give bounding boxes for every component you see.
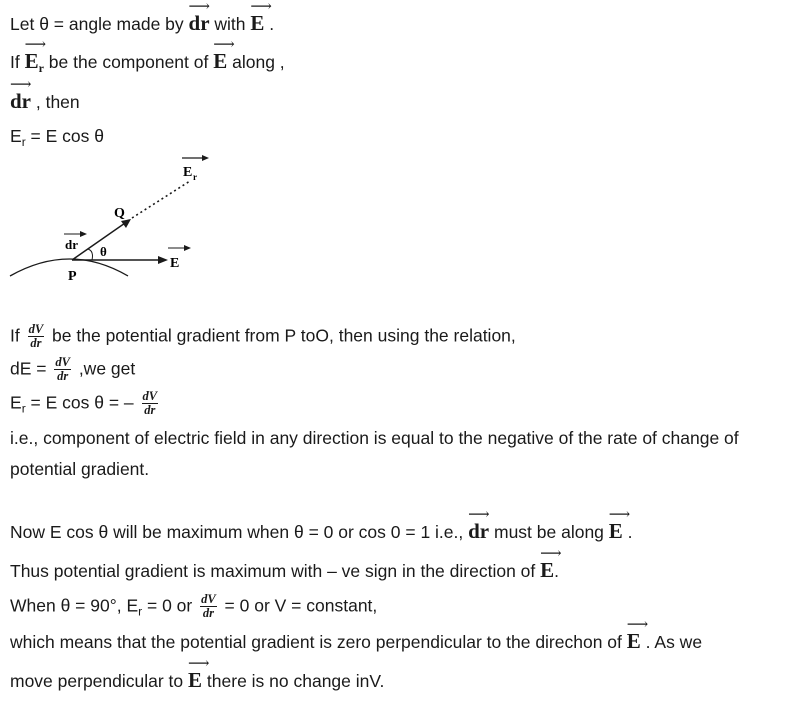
- line-6: dE = $\frac{dV}{dr}$ ,we get: [10, 355, 136, 384]
- vector-e: ⟶ E: [626, 617, 649, 653]
- fraction-dv-dr: $\frac{dV}{dr}$: [55, 355, 70, 384]
- line-4: $E_r = E$ cos θ: [10, 126, 104, 149]
- vector-e: ⟶ E: [213, 37, 235, 73]
- label-theta: θ: [100, 244, 107, 259]
- label-e: E: [170, 256, 180, 271]
- label-p: P: [68, 269, 77, 284]
- label-er: E: [183, 165, 193, 180]
- e-vector-arrowhead: [158, 256, 168, 264]
- line-3: [10, 77, 80, 113]
- vector-diagram: [0, 150, 230, 290]
- line-8: i.e., component of electric field in any direction is equal to the negative of the rate of change of: [10, 428, 739, 448]
- line-11: Thus potential gradient is maximum with – ve sign in the direction of ⟶ E.: [10, 546, 562, 582]
- vector-er: ⟶ $E_r$: [24, 37, 47, 75]
- line-2: [10, 37, 285, 75]
- label-q: Q: [114, 206, 125, 221]
- text: , then: [31, 92, 80, 112]
- vector-e: ⟶ E: [250, 0, 272, 35]
- vector-e: ⟶ E: [188, 656, 210, 692]
- fraction-dv-dr: $\frac{dV}{dr}$: [142, 389, 158, 418]
- line-5: If $\frac{dV}{dr}$ be the potential gradient from P toO, then using the relation,: [10, 322, 516, 351]
- vector-dr: ⟶ dr: [468, 507, 490, 543]
- line-13: which means that the potential gradient is zero perpendicular to the direchon of ⟶ E . As we: [10, 617, 703, 653]
- text: Let θ = angle made by: [10, 14, 189, 34]
- line-1: [10, 0, 275, 35]
- vector-e: ⟶ E: [540, 546, 562, 582]
- text: be the component of: [43, 52, 214, 72]
- line-9: potential gradient.: [10, 459, 150, 479]
- line-7: $E_r = E$ cos θ = – $\frac{dV}{dr}$: [10, 389, 158, 418]
- line-14: move perpendicular to ⟶ E there is no change inV.: [10, 656, 385, 692]
- fraction-dv-dr: $\frac{dV}{dr}$: [28, 322, 44, 351]
- text: along ,: [227, 52, 285, 72]
- line-12: When θ = 90°, $E_r = 0$ or $\frac{dV}{dr}$ = 0 or V = constant,: [10, 592, 378, 621]
- label-er-sub: r: [193, 172, 197, 182]
- text: If: [10, 52, 25, 72]
- vector-e: ⟶ E: [608, 507, 631, 543]
- text: .: [264, 14, 275, 34]
- text: with: [209, 14, 251, 34]
- label-dr: dr: [65, 237, 78, 252]
- line-10: Now E cos θ will be maximum when θ = 0 or cos 0 = 1 i.e., ⟶ dr must be along ⟶ E .: [10, 507, 633, 543]
- vector-dr: ⟶ dr: [188, 0, 211, 35]
- er-dotted-line: [132, 181, 190, 218]
- vector-dr: ⟶ dr: [10, 77, 32, 113]
- fraction-dv-dr: $\frac{dV}{dr}$: [201, 592, 216, 621]
- theta-arc: [88, 249, 93, 260]
